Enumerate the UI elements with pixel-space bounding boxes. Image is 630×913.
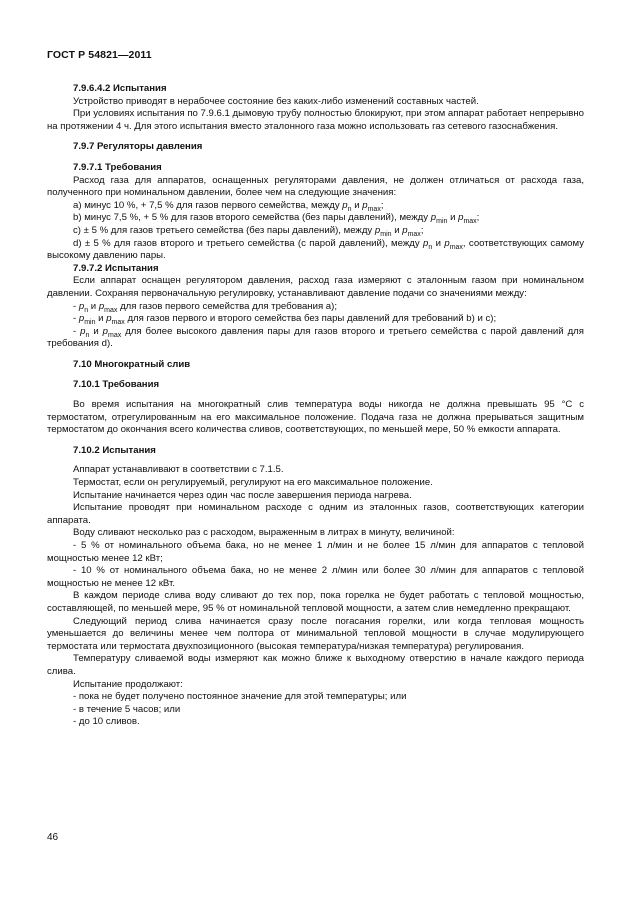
list-item: - до 10 сливов. — [73, 716, 140, 728]
list-item: - пока не будет получено постоянное значение для этой температуры; или — [73, 691, 407, 703]
paragraph: Испытание начинается через один час после завершения периода нагрева. — [73, 489, 412, 501]
document-body — [47, 83, 584, 729]
list-item-b: b) минус 7,5 %, + 5 % для газов второго семейства (без пары давлений), между $p_{min}$ и $p_{max}$; — [73, 212, 480, 226]
heading-7-9-7: 7.9.7 Регуляторы давления — [73, 141, 203, 153]
document-header: ГОСТ Р 54821—2011 — [47, 49, 152, 61]
paragraph: Следующий период слива начинается сразу после погасания горелки, или когда тепловая мощность уменьшается до величины менее чем полтора от минимальной тепловой мощности в случае модулирующего термостата или термостата двухпозиционного (высокая температура/низкая температура) регулирования. — [47, 615, 584, 652]
paragraph: Температуру сливаемой воды измеряют как можно ближе к выходному отверстию в начале каждого периода слива. — [47, 653, 584, 677]
heading-7-10-1: 7.10.1 Требования — [73, 379, 160, 391]
list-item: - $p_{min}$ и $p_{max}$ для газов первого и второго семейства без пары давлений для требований b) и с); — [73, 313, 497, 326]
list-item: - 5 % от номинального объема бака, но не менее 1 л/мин и не более 15 л/мин для аппаратов с тепловой мощностью менее 12 кВт; — [47, 540, 584, 564]
paragraph: В каждом периоде слива воду сливают до тех пор, пока горелка не будет работать с тепловой мощностью, составляющей, по меньшей мере, 95 % от номинальной тепловой мощности, а затем слив немедленно прекращают. — [47, 590, 584, 614]
paragraph: Термостат, если он регулируемый, регулируют на его максимальное положение. — [73, 477, 433, 489]
list-item-a: a) минус 10 %, + 7,5 % для газов первого семейства, между $p_n$ и $p_{max}$; — [73, 199, 384, 213]
list-item-d: d) ± 5 % для газов второго и третьего семейства (с парой давлений), между $p_n$ и $p_{max}$, соответствующих самому высокому давлению пары. — [47, 237, 584, 262]
list-item: - $p_n$ и $p_{max}$ для более высокого давления пары для газов второго и третьего семейства с парой давлений для требования d). — [47, 325, 584, 350]
paragraph: Аппарат устанавливают в соответствии с 7.1.5. — [73, 464, 284, 476]
paragraph: Воду сливают несколько раз с расходом, выраженным в литрах в минуту, величиной: — [73, 527, 455, 539]
paragraph: Расход газа для аппаратов, оснащенных регуляторами давления, не должен отличаться от расхода газа, полученного при номинальном давлении, более чем на следующие значения: — [47, 174, 584, 199]
list-item: - 10 % от номинального объема бака, но не менее 2 л/мин или более 30 л/мин для аппаратов с тепловой мощностью не менее 12 кВт. — [47, 565, 584, 589]
heading-7-10-2: 7.10.2 Испытания — [73, 444, 156, 456]
paragraph: Испытание продолжают: — [73, 678, 183, 690]
heading-7-10: 7.10 Многократный слив — [73, 358, 191, 370]
heading-7-9-7-2: 7.9.7.2 Испытания — [73, 262, 159, 274]
paragraph: Устройство приводят в нерабочее состояние без каких-либо изменений составных частей. — [73, 95, 479, 107]
heading-7-9-7-1: 7.9.7.1 Требования — [73, 161, 162, 173]
paragraph: Испытание проводят при номинальном расходе с одним из эталонных газов, соответствующих категории аппарата. — [47, 502, 584, 526]
heading-7-9-6-4-2: 7.9.6.4.2 Испытания — [73, 83, 167, 94]
list-item: - в течение 5 часов; или — [73, 703, 181, 715]
list-item-c: c) ± 5 % для газов третьего семейства (без пары давлений), между $p_{min}$ и $p_{max}$; — [73, 224, 424, 238]
paragraph: Если аппарат оснащен регулятором давления, расход газа измеряют с эталонным газом при номинальном давлении. Сохраняя первоначальную регулировку, устанавливают давление подачи со значениями между: — [47, 275, 584, 299]
paragraph: При условиях испытания по 7.9.6.1 дымовую трубу полностью блокируют, при этом аппарат работает непрерывно на протяжении 4 ч. Для этого испытания вместо эталонного газа можно использовать газ сетевого газоснабжения. — [47, 108, 584, 132]
list-item: - $p_n$ и $p_{max}$ для газов первого семейства для требования а); — [73, 300, 338, 314]
paragraph: Во время испытания на многократный слив температура воды никогда не должна превышать 95 °С с термостатом, отрегулированным на его максимальное положение. Подача газа не должна прерываться защитным термостатом до окончания всего количества сливов, соответствующих, по меньшей мере, 50 % емкости аппарата. — [47, 399, 584, 436]
page-number: 46 — [47, 832, 59, 843]
